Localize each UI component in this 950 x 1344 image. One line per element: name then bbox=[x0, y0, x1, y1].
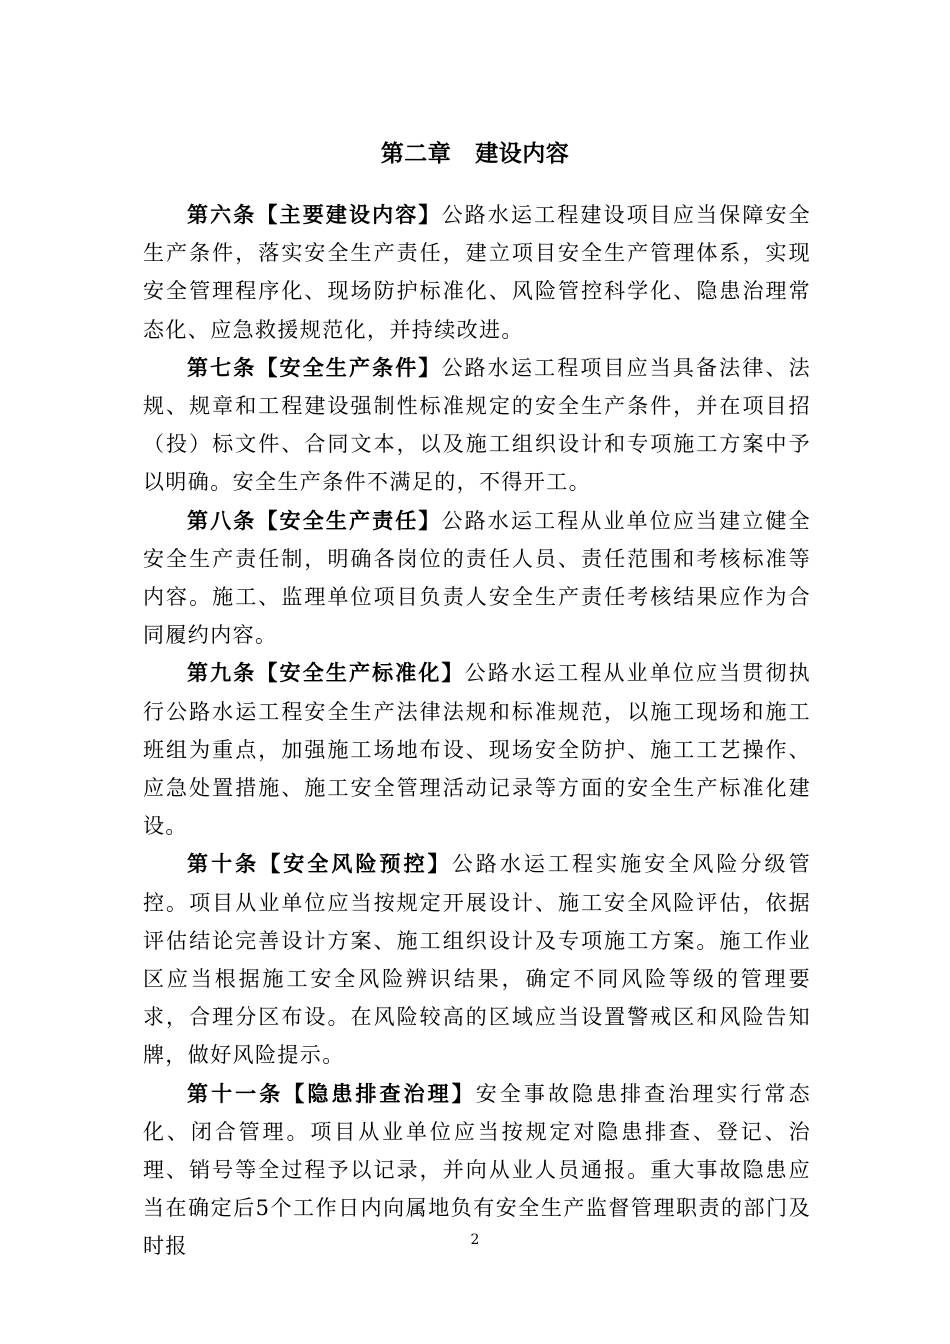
article-text: 公路水运工程从业单位应当建立健全安全生产责任制，明确各岗位的责任人员、责任范围和考核标准等内容。施工、监理单位项目负责人安全生产责任考核结果应作为合同履约内容。 bbox=[143, 508, 811, 648]
page-number: 2 bbox=[470, 1232, 480, 1248]
article-heading: 第六条【主要建设内容】 bbox=[187, 203, 442, 227]
article-heading: 第十一条【隐患排查治理】 bbox=[187, 1081, 476, 1106]
article-text: 安全事故隐患排查治理实行常态化、闭合管理。项目从业单位应当按规定对隐患排查、登记、治理、销号等全过程予以记录，并向从业人员通报。重大事故隐患应当在确定后5个工作日内向属地负有安全生产监督管理职责的部门及时报 bbox=[143, 1081, 811, 1259]
chapter-body bbox=[143, 196, 811, 1266]
article-7 bbox=[143, 349, 811, 502]
article-heading: 第十条【安全风险预控】 bbox=[187, 852, 452, 877]
article-heading: 第九条【安全生产标准化】 bbox=[187, 661, 465, 686]
article-text: 公路水运工程实施安全风险分级管控。项目从业单位应当按规定开展设计、施工安全风险评估，依据评估结论完善设计方案、施工组织设计及专项施工方案。施工作业区应当根据施工安全风险辨识结果，确定不同风险等级的管理要求，合理分区布设。在风险较高的区域应当设置警戒区和风险告知牌，做好风险提示。 bbox=[143, 852, 811, 1068]
article-9 bbox=[143, 654, 811, 845]
chapter-number: 第二章 bbox=[380, 141, 452, 167]
article-text: 公路水运工程建设项目应当保障安全生产条件，落实安全生产责任，建立项目安全生产管理体系，实现安全管理程序化、现场防护标准化、风险管控科学化、隐患治理常态化、应急救援规范化，并持续改进。 bbox=[143, 203, 811, 342]
article-10 bbox=[143, 845, 811, 1074]
article-6 bbox=[143, 196, 811, 349]
chapter-name: 建设内容 bbox=[475, 141, 570, 167]
article-heading: 第七条【安全生产条件】 bbox=[187, 355, 442, 380]
article-text: 公路水运工程从业单位应当贯彻执行公路水运工程安全生产法律法规和标准规范，以施工现场和施工班组为重点，加强施工场地布设、现场安全防护、施工工艺操作、应急处置措施、施工安全管理活动记录等方面的安全生产标准化建设。 bbox=[143, 661, 811, 839]
article-8 bbox=[143, 502, 811, 655]
article-heading: 第八条【安全生产责任】 bbox=[187, 508, 442, 533]
chapter-title bbox=[0, 134, 950, 174]
article-text: 公路水运工程项目应当具备法律、法规、规章和工程建设强制性标准规定的安全生产条件，并在项目招（投）标文件、合同文本，以及施工组织设计和专项施工方案中予以明确。安全生产条件不满足的，不得开工。 bbox=[143, 355, 811, 495]
